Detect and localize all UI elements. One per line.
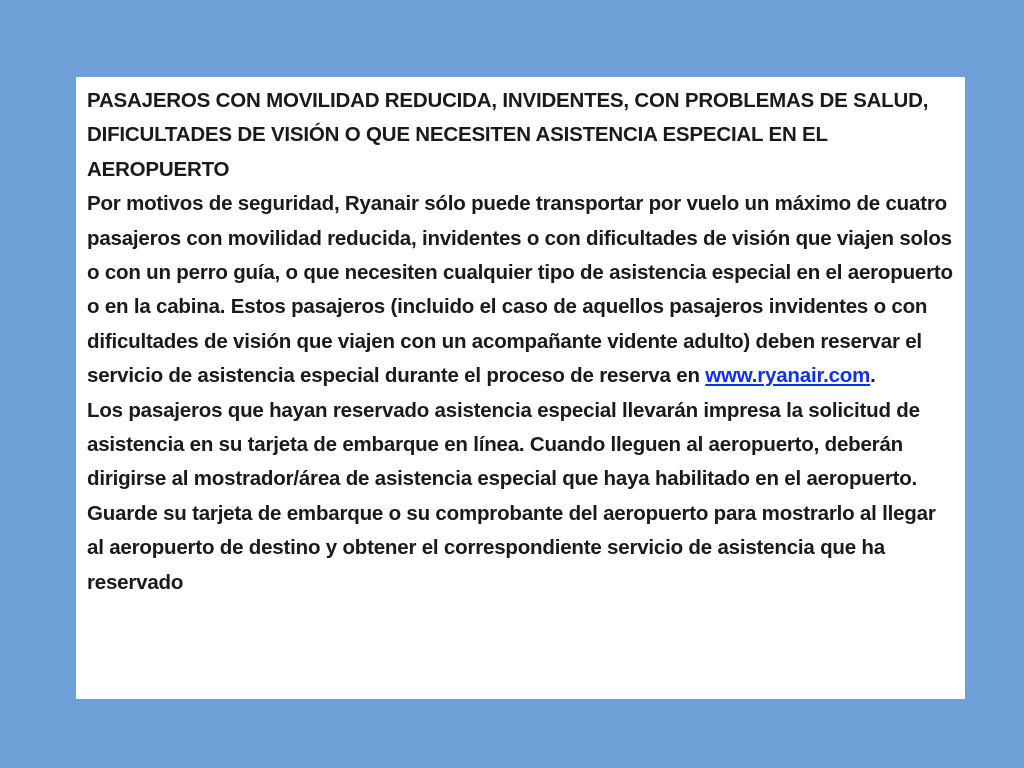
ryanair-link[interactable]: www.ryanair.com [705, 364, 871, 388]
slide-title: PASAJEROS CON MOVILIDAD REDUCIDA, INVIDENTES, CON PROBLEMAS DE SALUD, DIFICULTADES DE VISIÓN O QUE NECESITEN ASISTENCIA ESPECIAL EN EL AEROPUERTO [87, 89, 929, 181]
paragraph-1-end: . [870, 364, 876, 388]
paragraph-1 [87, 187, 955, 393]
paragraph-2: Los pasajeros que hayan reservado asistencia especial llevarán impresa la solicitud de asistencia en su tarjeta de embarque en línea. Cuando lleguen al aeropuerto, deberán dirigirse al mostrador/área de asistencia especial que haya habilitado en el aeropuerto. [87, 398, 920, 491]
paragraph-3: Guarde su tarjeta de embarque o su comprobante del aeropuerto para mostrarlo al llegar al aeropuerto de destino y obtener el correspondiente servicio de asistencia que ha reservado [87, 501, 936, 594]
paragraph-1-text: Por motivos de seguridad, Ryanair sólo puede transportar por vuelo un máximo de cuatro pasajeros con movilidad reducida, invidentes o con dificultades de visión que viajen solos o con un perro guía, o que necesiten cualquier tipo de asistencia especial en el aeropuerto o en la cabina. Estos pasajeros (incluido el caso de aquellos pasajeros invidentes o con dificultades de visión que viajen con un acompañante vidente adulto) deben reservar el servicio de asistencia especial durante el proceso de reserva en [87, 192, 953, 388]
text-box [76, 77, 965, 699]
slide-text [87, 84, 955, 600]
